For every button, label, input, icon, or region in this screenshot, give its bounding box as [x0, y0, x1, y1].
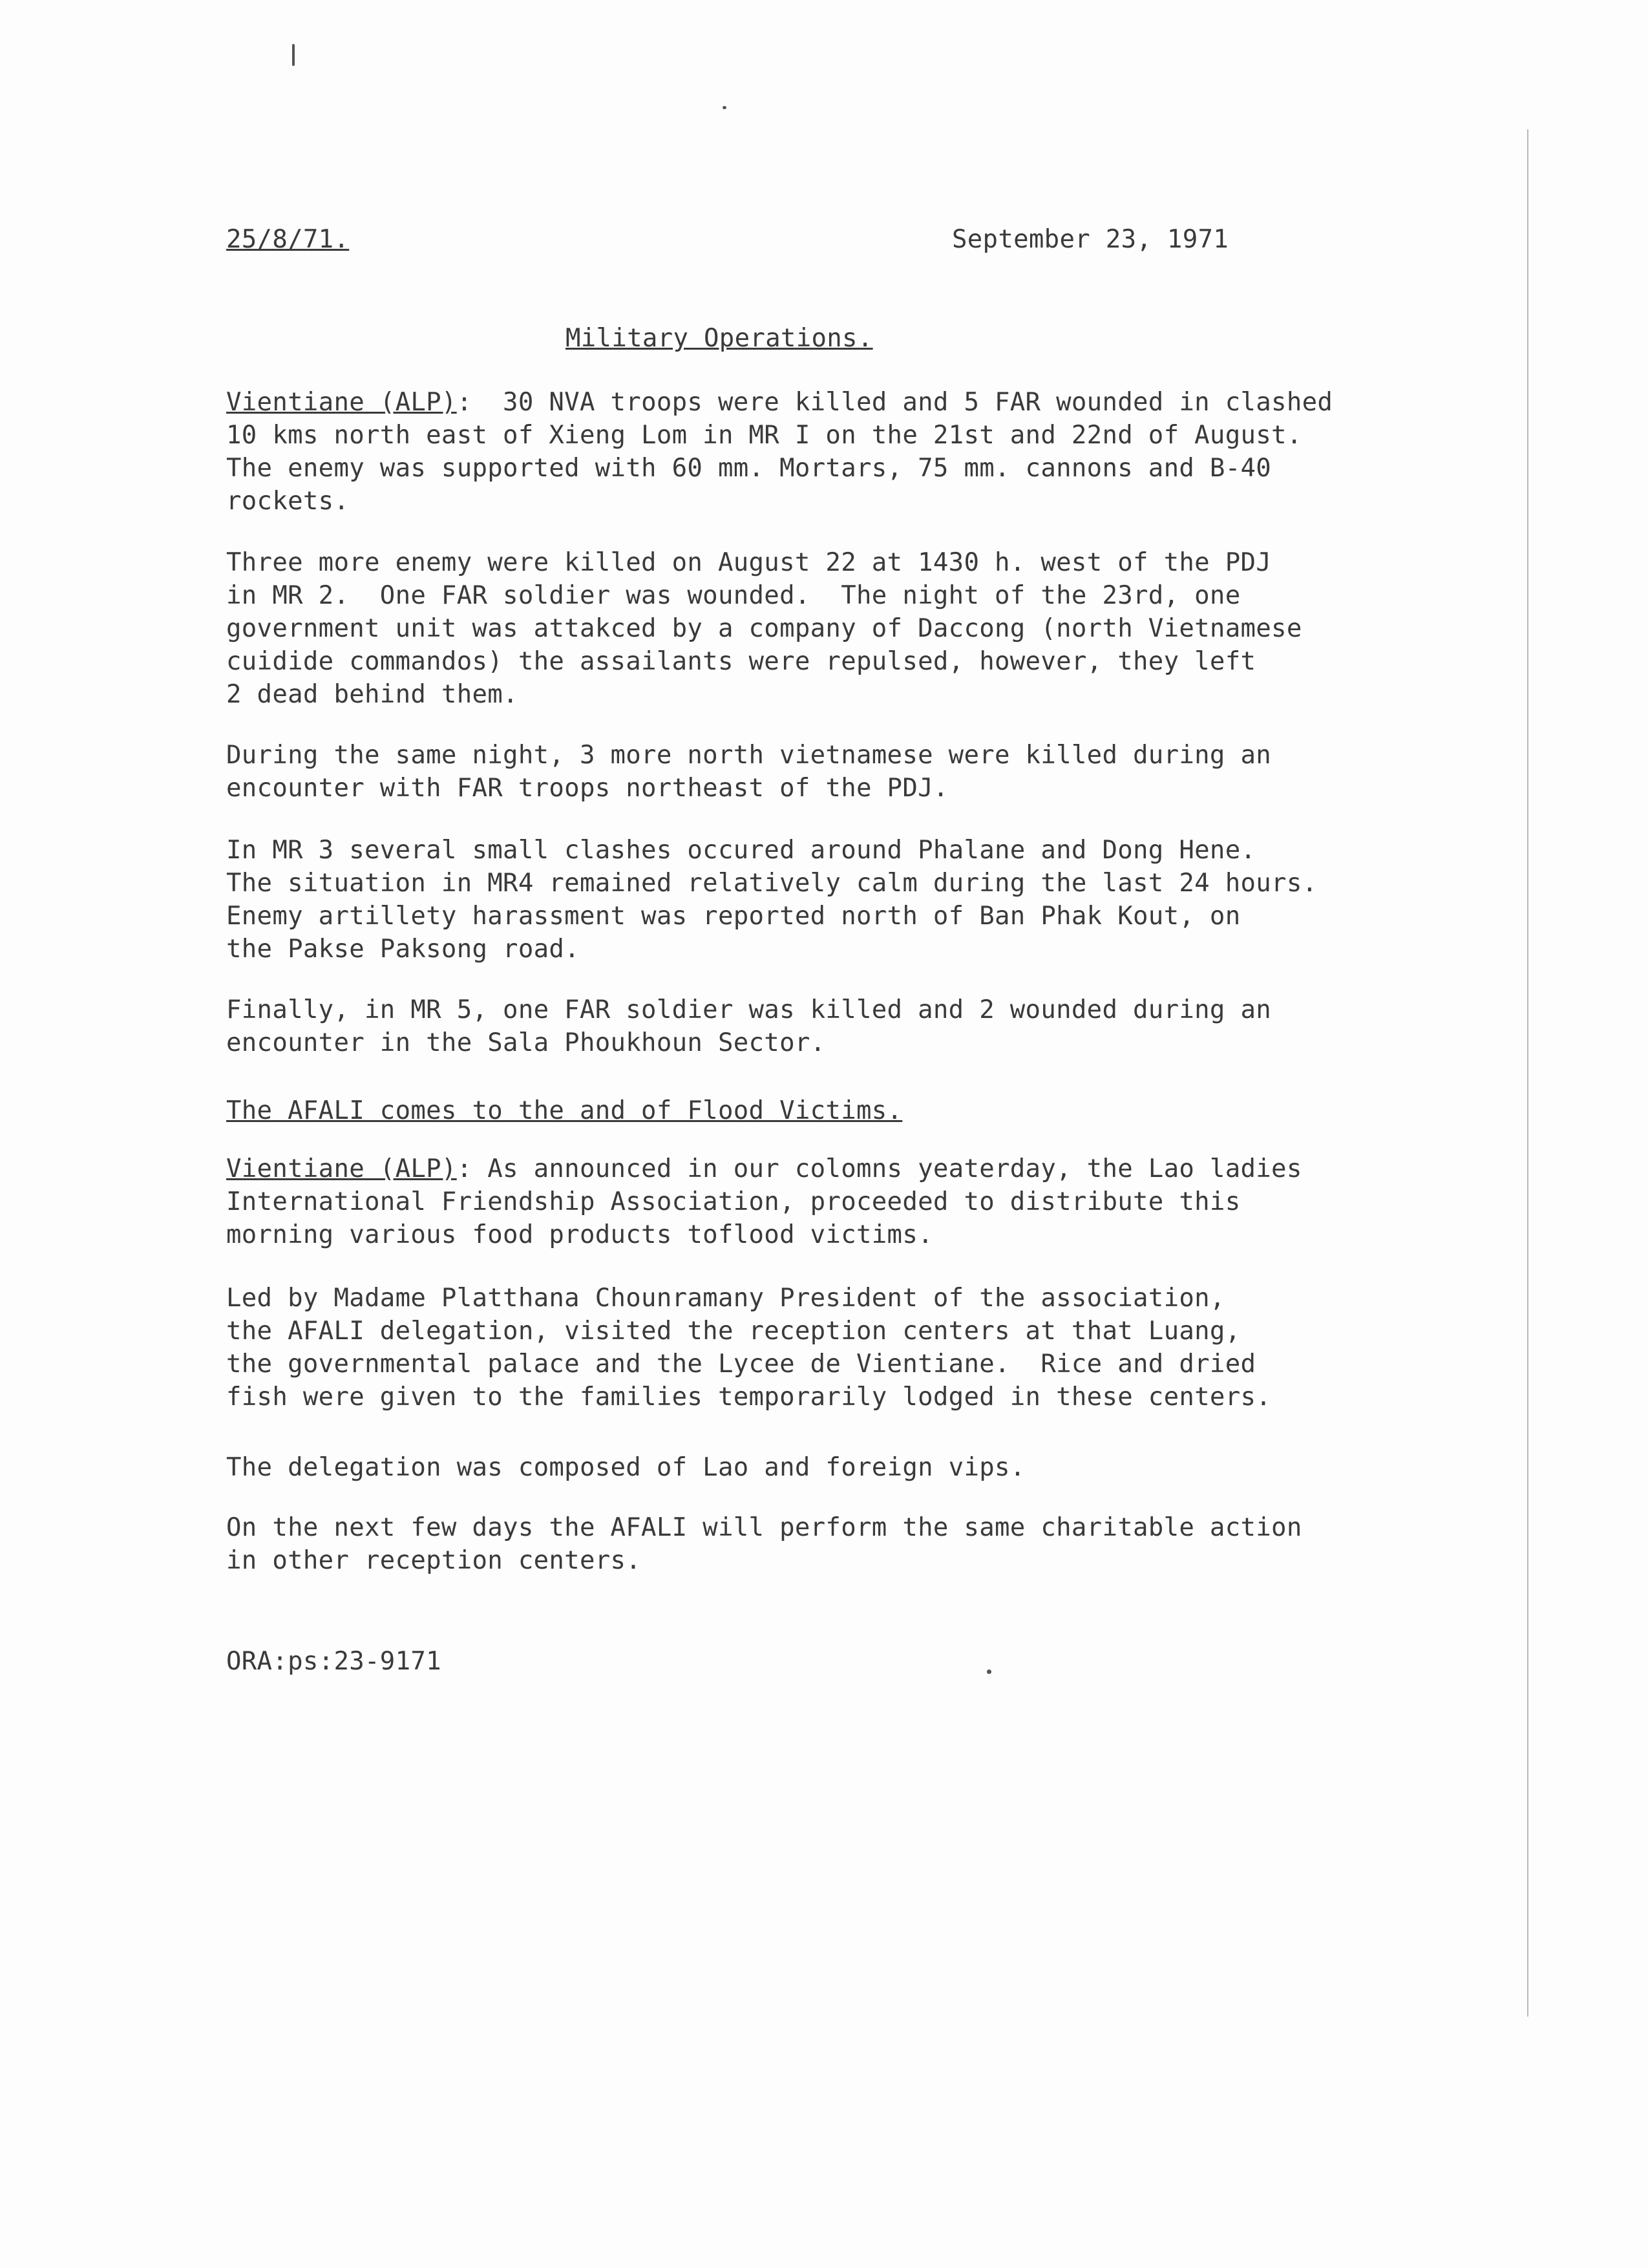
text-line: in MR 2. One FAR soldier was wounded. The night of the 23rd, one [226, 581, 1241, 610]
text-line: On the next few days the AFALI will perform the same charitable action [226, 1513, 1302, 1542]
text-line: During the same night, 3 more north vietnamese were killed during an [226, 741, 1272, 770]
text-line: The delegation was composed of Lao and foreign vips. [226, 1453, 1026, 1482]
paragraph [226, 993, 1402, 1059]
typist-reference: ORA:ps:23-9171 [226, 1647, 441, 1676]
text-line: 2 dead behind them. [226, 680, 518, 709]
text-line: the governmental palace and the Lycee de Vientiane. Rice and dried [226, 1350, 1256, 1379]
text-line: the Pakse Paksong road. [226, 935, 580, 964]
text-line: : 30 NVA troops were killed and 5 FAR wounded in clashed [456, 388, 1333, 417]
paragraph [226, 739, 1402, 805]
scan-edge-line [1527, 129, 1528, 2017]
text-line: morning various food products toflood victims. [226, 1220, 933, 1249]
ink-speck [292, 44, 295, 66]
paragraph [226, 546, 1402, 711]
text-line: Finally, in MR 5, one FAR soldier was killed and 2 wounded during an [226, 995, 1272, 1024]
text-line: 10 kms north east of Xieng Lom in MR I on the 21st and 22nd of August. [226, 421, 1302, 450]
paragraph [226, 1511, 1402, 1577]
text-line: Enemy artillety harassment was reported north of Ban Phak Kout, on [226, 902, 1241, 931]
ink-speck [723, 106, 726, 109]
text-line: Three more enemy were killed on August 22 at 1430 h. west of the PDJ [226, 548, 1272, 577]
section-title-military-operations: Military Operations. [565, 324, 873, 353]
paragraph [226, 1152, 1402, 1251]
text-line: In MR 3 several small clashes occured around Phalane and Dong Hene. [226, 836, 1256, 865]
paragraph [226, 386, 1402, 518]
text-line: The enemy was supported with 60 mm. Mortars, 75 mm. cannons and B-40 [226, 454, 1272, 483]
text-line: the AFALI delegation, visited the reception centers at that Luang, [226, 1317, 1241, 1346]
text-line: in other reception centers. [226, 1546, 642, 1575]
text-line: Led by Madame Platthana Chounramany President of the association, [226, 1284, 1225, 1313]
text-line: encounter in the Sala Phoukhoun Sector. [226, 1028, 826, 1057]
dateline: Vientiane (ALP) [226, 388, 457, 417]
text-line: government unit was attakced by a company of Daccong (north Vietnamese [226, 614, 1302, 643]
document-reference: 25/8/71. [226, 225, 350, 254]
ink-speck [987, 1669, 991, 1674]
dateline: Vientiane (ALP) [226, 1154, 457, 1183]
text-line: encounter with FAR troops northeast of the PDJ. [226, 774, 949, 803]
text-line: rockets. [226, 487, 350, 516]
text-line: The situation in MR4 remained relatively calm during the last 24 hours. [226, 869, 1318, 898]
text-line: cuidide commandos) the assailants were repulsed, however, they left [226, 647, 1256, 676]
section-title-afali-flood-victims: The AFALI comes to the and of Flood Victims. [226, 1096, 903, 1125]
text-line: International Friendship Association, proceeded to distribute this [226, 1187, 1241, 1216]
text-line: fish were given to the families temporarily lodged in these centers. [226, 1383, 1272, 1412]
document-date: September 23, 1971 [952, 225, 1229, 254]
paragraph [226, 1282, 1402, 1414]
paragraph [226, 834, 1402, 966]
text-line: : As announced in our colomns yeaterday, the Lao ladies [456, 1154, 1302, 1183]
paragraph [226, 1451, 1402, 1484]
